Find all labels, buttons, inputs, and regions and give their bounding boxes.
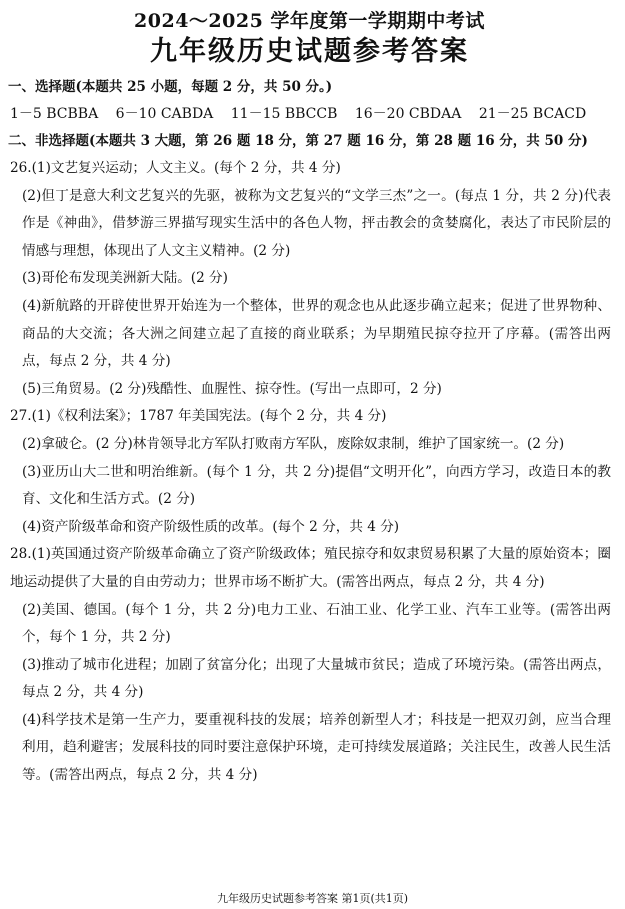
- question-26: [8, 155, 611, 403]
- answer-paragraph: (3)哥伦布发现美洲新大陆。(2 分): [22, 270, 228, 287]
- answer-paragraph: (2)美国、德国。(每个 1 分，共 2 分)电力工业、石油工业、化学工业、汽车工业等。(需答出两个，每个 1 分，共 2 分): [22, 601, 611, 646]
- answer-paragraph: (4)新航路的开辟使世界开始连为一个整体，世界的观念也从此逐步确立起来；促进了世界物种、商品的大交流；各大洲之间建立起了直接的商业联系；为早期殖民掠夺拉开了序幕。(需答出两点，每点 2 分，共 4 分): [22, 297, 611, 370]
- answer-paragraph: (4)科学技术是第一生产力，要重视科技的发展；培养创新型人才；科技是一把双刃剑，应当合理利用，趋利避害；发展科技的同时要注意保护环境，走可持续发展道路；关注民生，改善人民生活等。(需答出两点，每点 2 分，共 4 分): [22, 711, 611, 784]
- page-footer: 九年级历史试题参考答案 第1页(共1页): [216, 892, 409, 905]
- answer-paragraph: 28.(1)英国通过资产阶级革命确立了资产阶级政体；殖民掠夺和奴隶贸易积累了大量的原始资本；圈地运动提供了大量的自由劳动力；世界市场不断扩大。(需答出两点，每点 2 分，共 4 分): [10, 546, 611, 590]
- answer-group: 1－5 BCBBA: [10, 106, 99, 122]
- answer-group: 11－15 BBCCB: [230, 106, 338, 122]
- question-27: [8, 403, 611, 541]
- answer-paragraph: (5)三角贸易。(2 分)残酷性、血腥性、掠夺性。(写出一点即可，2 分): [22, 380, 442, 397]
- answer-group: 21－25 BCACD: [478, 106, 587, 122]
- section2-heading: 二、非选择题(本题共 3 大题，第 26 题 18 分，第 27 题 16 分，第 28 题 16 分，共 50 分): [8, 133, 588, 149]
- answer-key-title: 九年级历史试题参考答案: [150, 36, 469, 67]
- choice-answers: [8, 101, 611, 128]
- answer-group: 6－10 CABDA: [115, 106, 214, 122]
- answer-paragraph: (3)亚历山大二世和明治维新。(每个 1 分，共 2 分)提倡“文明开化”，向西方学习，改造日本的教育、文化和生活方式。(2 分): [22, 463, 611, 508]
- answer-paragraph: (4)资产阶级革命和资产阶级性质的改革。(每个 2 分，共 4 分): [22, 518, 400, 535]
- answer-paragraph: (3)推动了城市化进程；加剧了贫富分化；出现了大量城市贫民；造成了环境污染。(需答出两点，每点 2 分，共 4 分): [22, 656, 611, 701]
- answer-group: 16－20 CBDAA: [354, 106, 462, 122]
- question-28: [8, 541, 611, 789]
- exam-title: 2024～2025 学年度第一学期期中考试: [134, 10, 485, 32]
- answer-paragraph: (2)拿破仑。(2 分)林肯领导北方军队打败南方军队，废除奴隶制，维护了国家统一。(2 分): [22, 435, 565, 452]
- answer-paragraph: 27.(1)《权利法案》；1787 年美国宪法。(每个 2 分，共 4 分): [10, 408, 387, 425]
- answer-paragraph: 26.(1)文艺复兴运动；人文主义。(每个 2 分，共 4 分): [10, 160, 341, 176]
- section1-heading: 一、选择题(本题共 25 小题，每题 2 分，共 50 分。): [8, 79, 333, 95]
- answer-paragraph: (2)但丁是意大利文艺复兴的先驱，被称为文艺复兴的“文学三杰”之一。(每点 1 分，共 2 分)代表作是《神曲》，借梦游三界描写现实生活中的各色人物，抨击教会的贪婪腐化，表达了市民阶层的情感与理想，体现出了人文主义精神。(2 分): [22, 187, 611, 259]
